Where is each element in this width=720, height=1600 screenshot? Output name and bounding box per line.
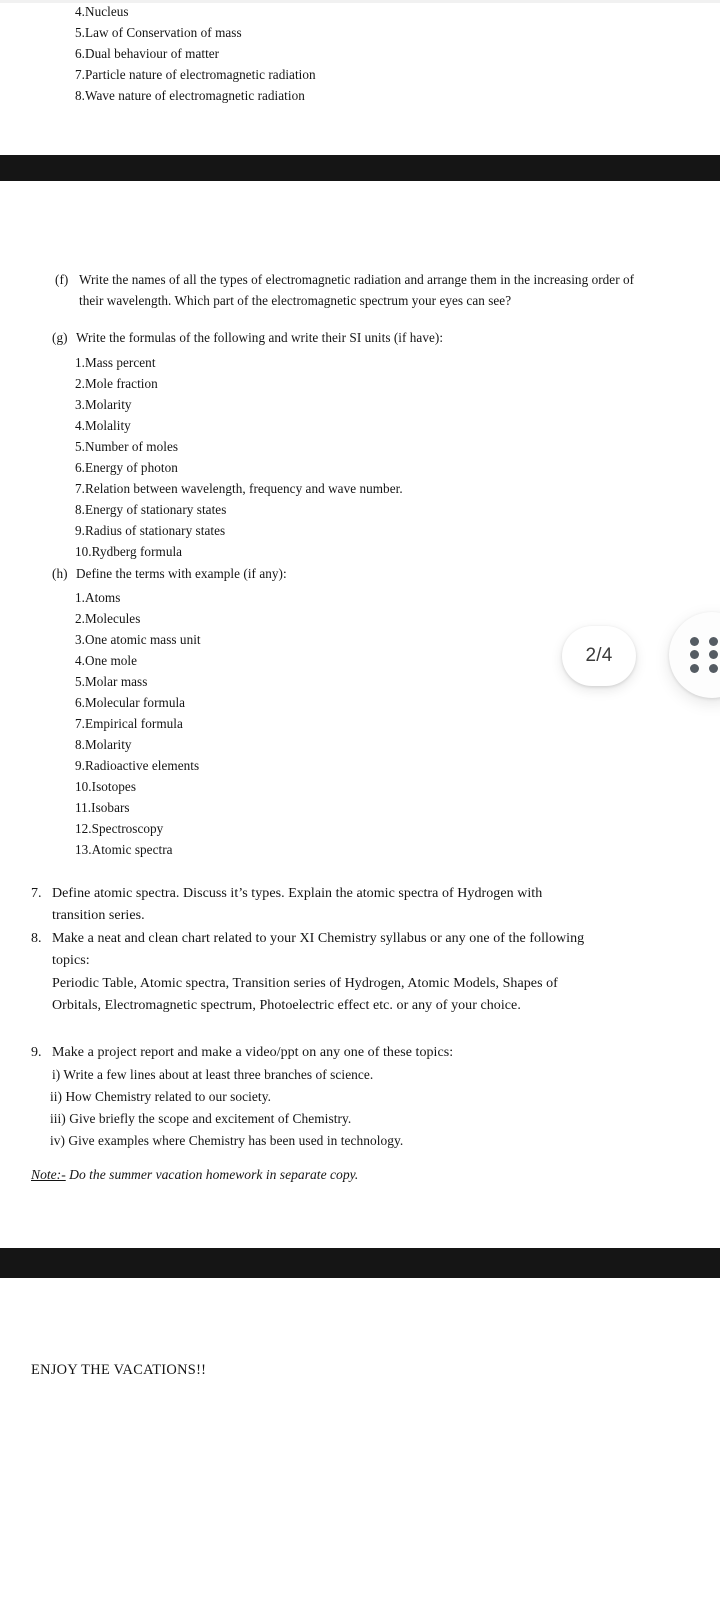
item-g-text: Write the formulas of the following and write their SI units (if have): [76,330,444,345]
list-label: Wave nature of electromagnetic radiation [85,88,305,103]
page-indicator[interactable]: 2/4 [562,626,636,686]
list-item [75,755,200,776]
list-item [75,734,132,755]
list-item [75,797,130,818]
list-marker: 3. [75,397,85,412]
list-label: Energy of photon [85,460,178,475]
list-label: Particle nature of electromagnetic radiation [85,67,316,82]
list-marker: 9. [75,758,85,773]
list-marker: 3. [75,632,85,647]
list-item [75,839,173,860]
question-9 [31,1042,591,1064]
question-7 [31,883,597,928]
question-9-subitem: iii) Give briefly the scope and excitement of Chemistry. [50,1111,352,1126]
item-h-marker: (h) [52,566,68,581]
list-marker: 7. [75,716,85,731]
page-separator [0,155,720,181]
list-marker: 2. [75,376,85,391]
list-label: Isobars [91,800,130,815]
note-body: Do the summer vacation homework in separate copy. [65,1167,359,1182]
list-label: Molarity [85,737,132,752]
list-label: Molarity [85,397,132,412]
list-marker: 7. [75,67,85,82]
item-g-marker: (g) [52,330,68,345]
note-lead: Note:- [31,1167,66,1182]
list-label: Number of moles [85,439,179,454]
list-marker: 6. [75,460,85,475]
list-label: Rydberg formula [91,544,183,559]
list-marker: 8. [75,88,85,103]
question-9-subitem: i) Write a few lines about at least three branches of science. [52,1067,374,1082]
list-item [75,629,201,650]
list-marker: 10. [75,544,92,559]
item-h [52,563,652,584]
list-label: Mole fraction [85,376,158,391]
list-label: Dual behaviour of matter [85,46,220,61]
list-item [75,541,183,562]
list-marker: 4. [75,418,85,433]
list-item [75,43,220,64]
list-marker: 9. [75,523,85,538]
list-label: Molar mass [85,674,148,689]
question-8-topics: Periodic Table, Atomic spectra, Transition series of Hydrogen, Atomic Models, Shapes of Orbitals, Electromagnetic spectrum, Photoelectric effect etc. or any of your choice. [52,976,558,1014]
list-item [75,436,179,457]
list-marker: 8. [75,737,85,752]
item-f-text: Write the names of all the types of electromagnetic radiation and arrange them in the increasing order of their wavelength. Which part of the electromagnetic spectrum your eyes can see? [79,272,635,309]
list-marker: 1. [75,355,85,370]
list-label: Mass percent [85,355,156,370]
list-item [75,499,227,520]
note-line [31,1164,358,1185]
list-marker: 8. [75,502,85,517]
list-marker: 6. [75,46,85,61]
list-item [75,373,158,394]
list-marker: 5. [75,25,85,40]
document-page-3[interactable] [0,1278,720,1600]
list-marker: 4. [75,4,85,19]
list-item [75,22,242,43]
list-item [75,85,305,106]
grid-dots-icon [690,637,720,673]
list-item [75,671,148,692]
list-item [75,776,136,797]
list-item [75,457,178,478]
closing-line: ENJOY THE VACATIONS!! [31,1362,207,1378]
question-8-marker: 8. [31,931,42,946]
list-marker: 13. [75,842,92,857]
list-item [75,713,183,734]
list-label: Isotopes [91,779,136,794]
list-marker: 11. [75,800,92,815]
list-marker: 6. [75,695,85,710]
list-marker: 10. [75,779,92,794]
document-page-1[interactable] [0,3,720,155]
list-item [75,64,316,85]
question-7-text: Define atomic spectra. Discuss it’s types. Explain the atomic spectra of Hydrogen with transition series. [52,886,543,924]
list-marker: 5. [75,674,85,689]
list-item [75,415,131,436]
list-label: Empirical formula [85,716,183,731]
question-9-subitem: iv) Give examples where Chemistry has been used in technology. [50,1133,404,1148]
list-label: Law of Conservation of mass [85,25,242,40]
list-item [75,352,156,373]
list-marker: 5. [75,439,85,454]
question-8 [31,928,591,973]
question-7-marker: 7. [31,886,42,901]
list-marker: 7. [75,481,85,496]
list-item [75,692,186,713]
list-item [75,587,121,608]
item-h-text: Define the terms with example (if any): [76,566,287,581]
list-label: Atoms [85,590,121,605]
list-item [75,608,141,629]
list-item [75,394,132,415]
question-9-marker: 9. [31,1045,42,1060]
question-8-text: Make a neat and clean chart related to your XI Chemistry syllabus or any one of the following topics: [52,931,585,969]
list-label: Molality [85,418,131,433]
list-label: Radioactive elements [85,758,200,773]
list-marker: 1. [75,590,85,605]
list-label: Radius of stationary states [85,523,226,538]
list-item [75,818,164,839]
question-9-text: Make a project report and make a video/ppt on any one of these topics: [52,1045,454,1060]
list-label: Energy of stationary states [85,502,227,517]
item-f-marker: (f) [55,272,69,287]
list-label: Nucleus [85,4,129,19]
list-label: Atomic spectra [91,842,173,857]
list-label: Relation between wavelength, frequency and wave number. [85,481,403,496]
list-marker: 4. [75,653,85,668]
item-f [55,269,640,312]
item-g [52,327,652,348]
list-marker: 12. [75,821,92,836]
document-page-2[interactable] [0,181,720,1248]
list-item [75,650,138,671]
list-item [75,1,129,22]
page-separator [0,1248,720,1278]
list-item [75,520,226,541]
list-label: Molecular formula [85,695,186,710]
question-9-subitem: ii) How Chemistry related to our society. [50,1089,271,1104]
list-marker: 2. [75,611,85,626]
list-label: Spectroscopy [91,821,164,836]
list-item [75,478,403,499]
list-label: One atomic mass unit [85,632,201,647]
list-label: One mole [85,653,138,668]
list-label: Molecules [85,611,141,626]
